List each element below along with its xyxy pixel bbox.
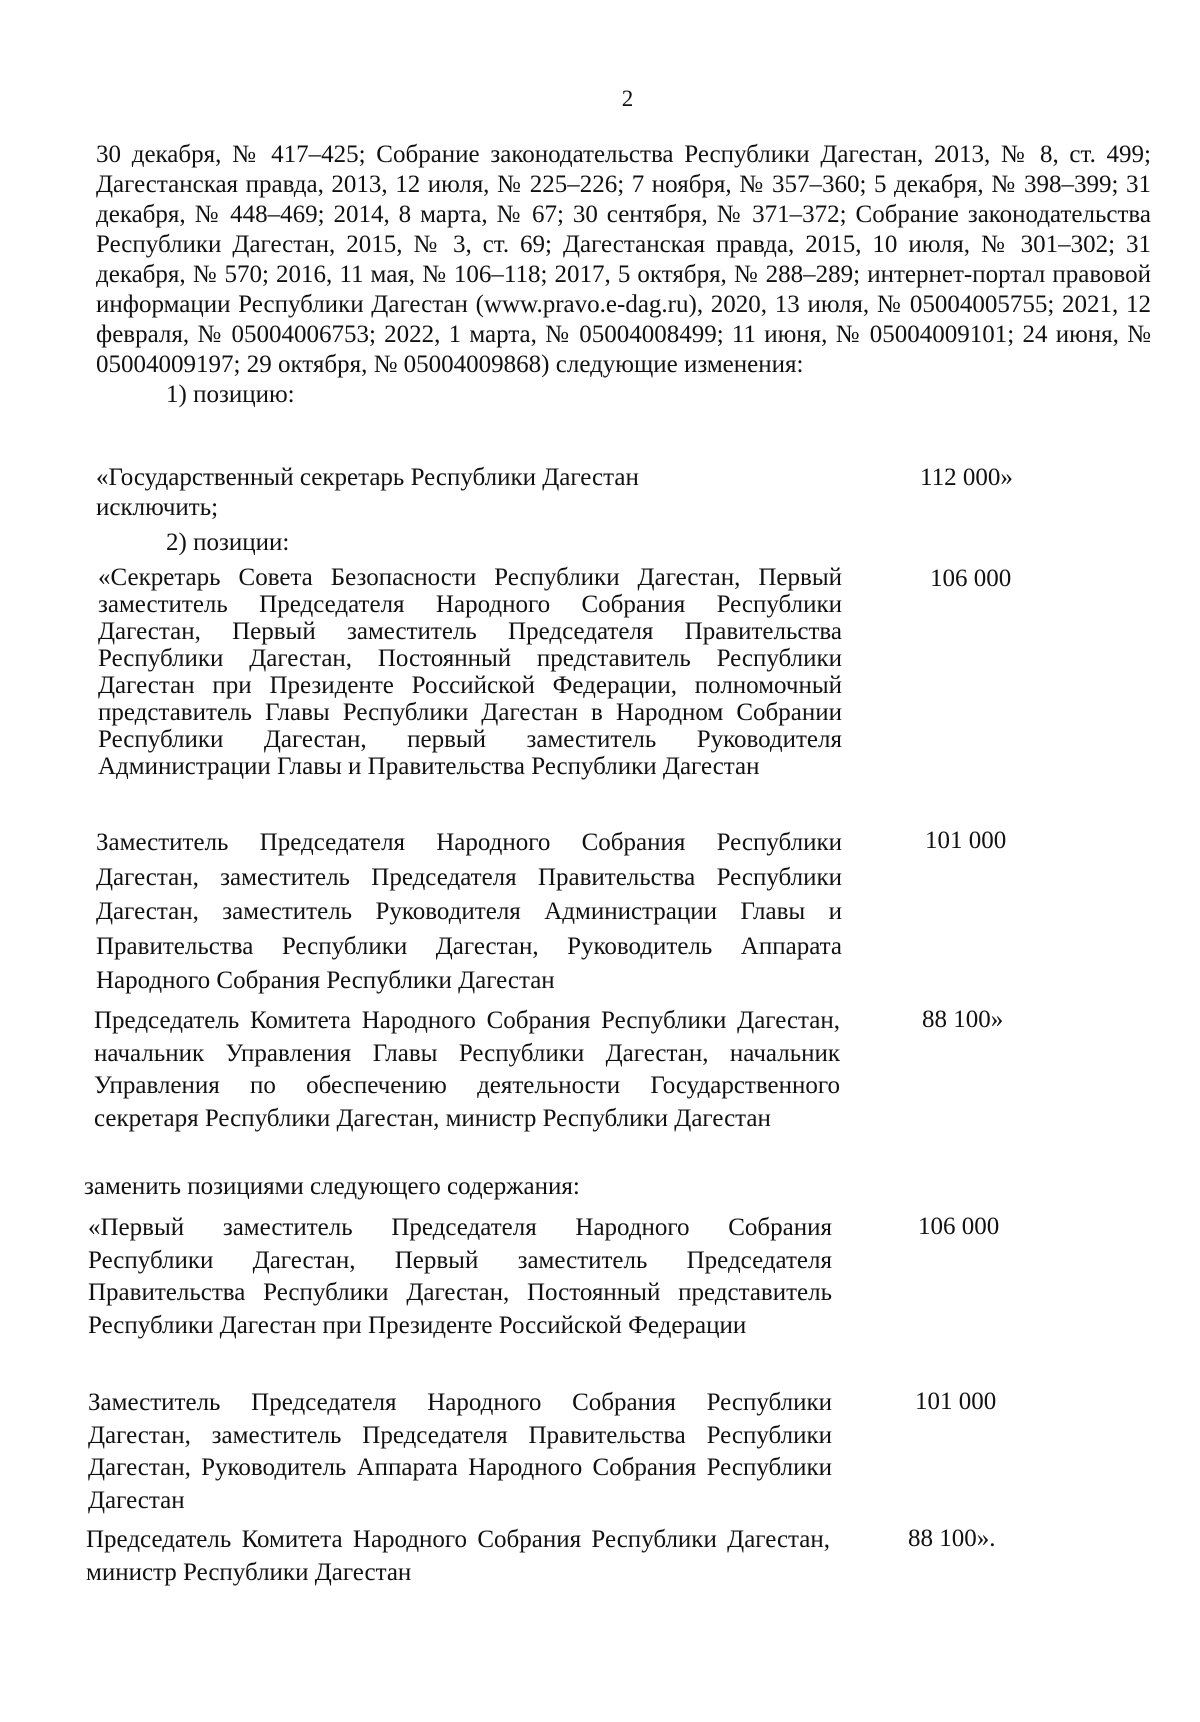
exclude-instruction: исключить;	[96, 494, 219, 521]
item-2-heading: 2) позиции:	[166, 529, 290, 556]
item-1-heading: 1) позицию:	[166, 381, 295, 408]
new-position-value: 106 000	[918, 1213, 1000, 1240]
old-position-label: «Секретарь Совета Безопасности Республики Дагестан, Первый заместитель Председателя Народного Собрания Республики Дагестан, Первый заместитель Председателя Правительства Республики Дагестан, Постоянный представитель Республики Дагестан при Президенте Российской Федерации, полномочный представитель Главы Республики Дагестан в Народном Собрании Республики Дагестан, первый заместитель Руководителя Администрации Главы и Правительства Республики Дагестан	[98, 564, 842, 780]
old-position-value: 106 000	[930, 565, 1012, 592]
old-position-value: 101 000	[925, 827, 1007, 854]
page-number: 2	[621, 86, 634, 111]
new-position-label: Председатель Комитета Народного Собрания Республики Дагестан, министр Республики Дагестан	[86, 1526, 830, 1586]
amendment-sources-paragraph: 30 декабря, № 417–425; Собрание законодательства Республики Дагестан, 2013, № 8, ст. 499; Дагестанская правда, 2013, 12 июля, № 225–226; 7 ноября, № 357–360; 5 декабря, № 398–399; 31 декабря, № 448–469; 2014, 8 марта, № 67; 30 сентября, № 371–372; Собрание законодательства Республики Дагестан, 2015, № 3, ст. 69; Дагестанская правда, 2015, 10 июля, № 301–302; 31 декабря, № 570; 2016, 11 мая, № 106–118; 2017, 5 октября, № 288–289; интернет-портал правовой информации Республики Дагестан (www.pravo.e-dag.ru), 2020, 13 июля, № 05004005755; 2021, 12 февраля, № 05004006753; 2022, 1 марта, № 05004008499; 11 июня, № 05004009101; 24 июня, № 05004009197; 29 октября, № 05004009868) следующие изменения:	[96, 141, 1151, 378]
old-position-label: Заместитель Председателя Народного Собрания Республики Дагестан, заместитель Председателя Правительства Республики Дагестан, заместитель Руководителя Администрации Главы и Правительства Республики Дагестан, Руководитель Аппарата Народного Собрания Республики Дагестан	[96, 829, 842, 994]
new-position-label: «Первый заместитель Председателя Народного Собрания Республики Дагестан, Первый заместитель Председателя Правительства Республики Дагестан, Постоянный представитель Республики Дагестан при Президенте Российской Федерации	[88, 1214, 832, 1339]
new-position-value: 88 100».	[908, 1525, 996, 1552]
intro-section	[96, 140, 1151, 410]
new-position-value: 101 000	[915, 1388, 997, 1415]
old-position-value: 88 100»	[922, 1006, 1004, 1033]
replace-instruction: заменить позициями следующего содержания:	[84, 1173, 580, 1200]
old-position-label: Председатель Комитета Народного Собрания Республики Дагестан, начальник Управления Главы Республики Дагестан, начальник Управления по обеспечению деятельности Государственного секретаря Республики Дагестан, министр Республики Дагестан	[94, 1007, 840, 1132]
new-position-label: Заместитель Председателя Народного Собрания Республики Дагестан, заместитель Председателя Правительства Республики Дагестан, Руководитель Аппарата Народного Собрания Республики Дагестан	[88, 1389, 832, 1514]
excluded-position-value: 112 000»	[920, 464, 1013, 491]
excluded-position-label: «Государственный секретарь Республики Дагестан	[96, 464, 639, 491]
